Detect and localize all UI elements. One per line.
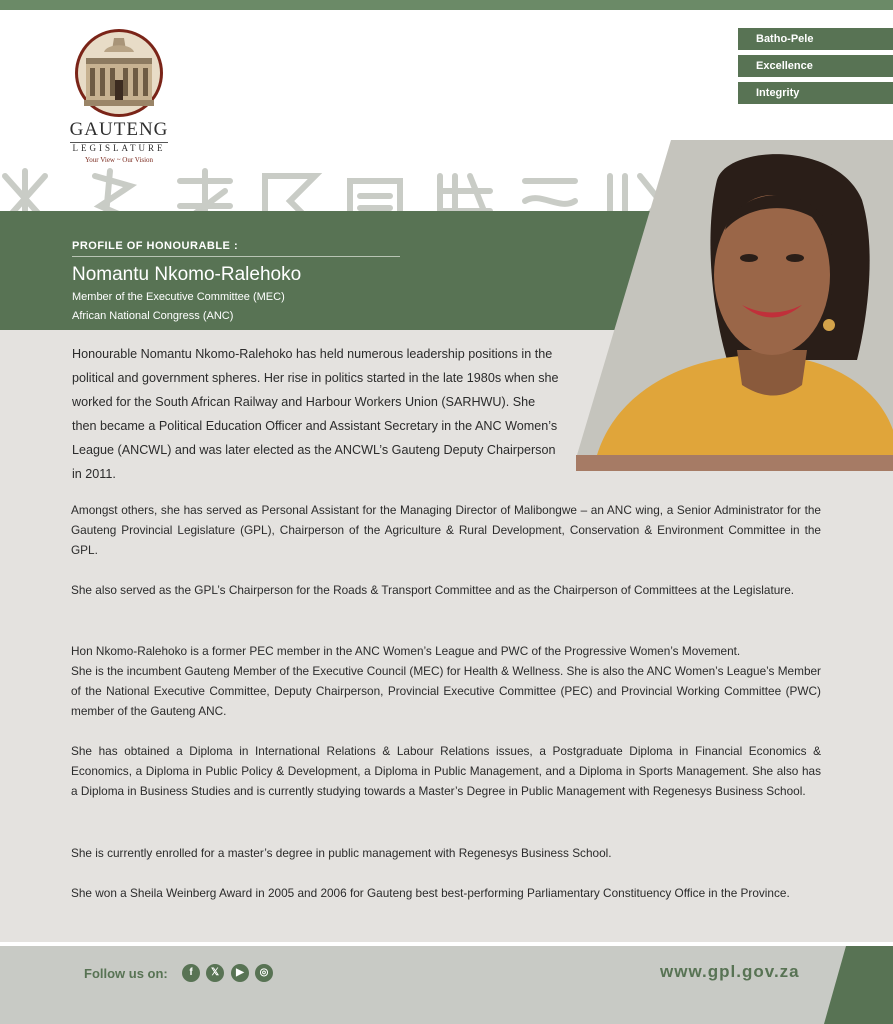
body-paragraph: She is currently enrolled for a master’s degree in public management with Regenesys Business School. [71,846,612,860]
youtube-icon[interactable]: ▶ [231,964,249,982]
legislature-building-icon [74,28,164,118]
body-paragraph: She is the incumbent Gauteng Member of the Executive Council (MEC) for Health & Wellness. She is also the ANC Women’s League’s Member of the National Executive Committee, Deputy Chairperson, Provincial Executive Committee (PEC) and Provincial Working Committee (PWC) member of the Gauteng ANC. [71,664,821,719]
logo-subtitle: LEGISLATURE [72,143,166,153]
body-paragraph: Hon Nkomo-Ralehoko is a former PEC member in the ANC Women’s League and PWC of the Progressive Women’s Movement. [71,644,741,658]
logo-tagline: Your View ~ Our Vision [84,156,154,164]
profile-divider [72,256,400,257]
body-paragraph: She won a Sheila Weinberg Award in 2005 and 2006 for Gauteng best best-performing Parliamentary Constituency Office in the Province. [71,886,790,900]
follow-us-label: Follow us on: [84,966,168,981]
website-link[interactable]: www.gpl.gov.za [660,962,800,981]
top-bar [0,0,893,10]
value-tag-batho-pele: Batho-Pele [738,28,893,50]
body-paragraph: Amongst others, she has served as Personal Assistant for the Managing Director of Malibongwe – an ANC wing, a Senior Administrator for the Gauteng Provincial Legislature (GPL), Chairperson of the Agriculture & Rural Development, Conservation & Environment Committee in the GPL. [71,503,821,558]
value-tag-integrity: Integrity [738,82,893,104]
body-paragraph: She has obtained a Diploma in International Relations & Labour Relations issues, a Postgraduate Diploma in Financial Economics & Economics, a Diploma in Public Policy & Development, a Diploma in Public Management, and a Diploma in Sports Management. She also has a Diploma in Business Studies and is currently studying towards a Master’s Degree in Public Management with Regenesys Business School. [71,744,821,799]
profile-label: PROFILE OF HONOURABLE : [72,240,239,252]
x-icon[interactable]: 𝕏 [206,964,224,982]
profile-name: Nomantu Nkomo-Ralehoko [72,264,302,285]
facebook-icon[interactable]: f [182,964,200,982]
value-tag-excellence: Excellence [738,55,893,77]
body-paragraph: She also served as the GPL’s Chairperson for the Roads & Transport Committee and as the Chairperson of Committees at the Legislature. [71,583,795,597]
logo-wordmark: GAUTENG [69,119,169,140]
profile-party: African National Congress (ANC) [72,310,234,322]
portrait-photo [577,140,893,455]
intro-paragraph: Honourable Nomantu Nkomo-Ralehoko has held numerous leadership positions in the political and government spheres. Her rise in politics started in the late 1980s when she worked for the South African Railway and Harbour Workers Union (SARHWU). She then became a Political Education Officer and Assistant Secretary in the ANC Women’s League (ANCWL) and was later elected as the ANCWL’s Gauteng Deputy Chairperson in 2011. [72,347,559,482]
footer-accent [824,946,893,1024]
instagram-icon[interactable]: ◎ [255,964,273,982]
footer [0,946,893,1024]
profile-role: Member of the Executive Committee (MEC) [72,291,285,303]
accent-strip [576,455,893,471]
